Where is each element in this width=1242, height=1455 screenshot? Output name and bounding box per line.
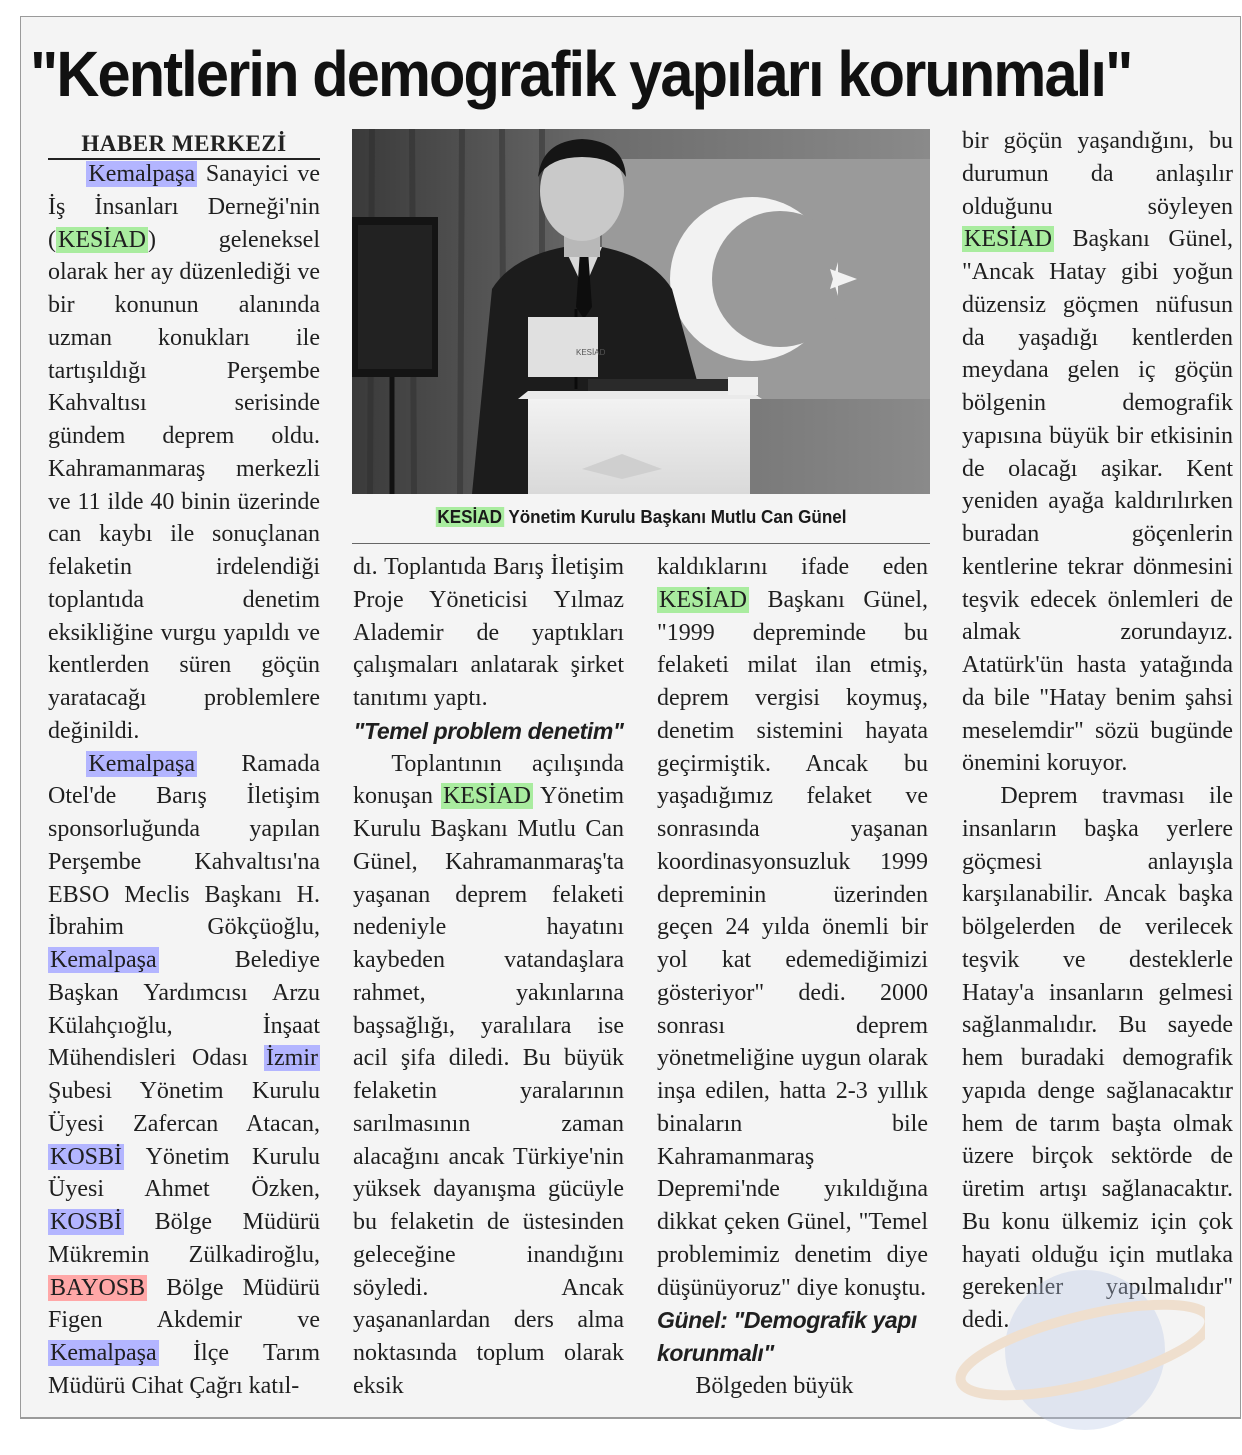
- body-paragraph: [48, 158, 320, 748]
- body-paragraph: [657, 551, 928, 1304]
- bottom-rule: [20, 1418, 1241, 1419]
- article-column-2: [353, 551, 624, 1403]
- highlighted-term: Kemalpaşa: [50, 947, 157, 973]
- photo-caption: [366, 502, 915, 532]
- body-paragraph: [353, 551, 624, 715]
- highlighted-term: İzmir: [266, 1045, 318, 1072]
- body-paragraph: [657, 1370, 928, 1403]
- article-column-1: [48, 158, 320, 1403]
- highlighted-term: KESİAD: [442, 783, 531, 810]
- podium-label: KESİAD: [576, 348, 606, 357]
- text-segment: Ramada Otel'de Barış İletişim sponsorluğunda yapılan Perşembe Kahvaltısı'na EBSO Meclis Başkanı H. İbrahim Gökçüoğlu,: [48, 750, 320, 941]
- caption-org: KESİAD: [437, 507, 502, 527]
- text-segment: Belediye Başkan Yardımcısı Arzu Külahçıoğlu, İnşaat Mühendisleri Odası: [48, 947, 320, 1072]
- caption-rule: [352, 543, 930, 544]
- highlighted-term: Kemalpaşa: [88, 750, 196, 777]
- text-segment: Yönetim Kurulu Üyesi Ahmet Özken,: [48, 1143, 320, 1203]
- text-segment: Deprem travması ile insanların başka yerlere göçmesi anlayışla karşılanabilir. Ancak başka bölgelerden de verilecek teşvik ve desteklerle Hatay'a insanların gelmesi sağlanmalıdır. Bu sayede hem buradaki demografik yapıda denge sağlanacaktır hem de tarım başta olmak üzere birçok sektörde de üretim artışı sağlanacaktır. Bu konu ülkemiz için çok hayati olduğu için mutlaka gerekenler yapılmalıdır" dedi.: [962, 783, 1233, 1333]
- highlighted-term: BAYOSB: [50, 1274, 146, 1301]
- text-segment: Toplantının açılışında konuşan: [353, 750, 624, 810]
- text-segment: Bölge Müdürü Mükremin Zülkadiroğlu,: [48, 1209, 320, 1268]
- headline: "Kentlerin demografik yapıları korunmalı": [30, 38, 1132, 110]
- text-segment: Bölgeden büyük: [695, 1372, 854, 1399]
- body-paragraph: [962, 125, 1233, 780]
- article-column-4: [962, 125, 1233, 1337]
- speaker-photo-image: [352, 129, 930, 494]
- highlighted-term: KESİAD: [964, 226, 1052, 253]
- text-segment: bir göçün yaşandığını, bu durumun da anlaşılır olduğunu söyleyen: [962, 128, 1233, 220]
- body-paragraph: [353, 748, 624, 1403]
- text-segment: Bölge Müdürü Figen Akdemir ve: [48, 1274, 320, 1334]
- highlighted-term: KESİAD: [58, 226, 146, 253]
- text-segment: ) geleneksel olarak her ay düzenlediği ve bir konunun alanında uzman konukları ile tartışıldığı Perşembe Kahvaltısı serisinde gündem deprem oldu. Kahramanmaraş merkezli ve 11 ilde 40 binin üzerinde can kaybı ile sonuçlanan felaketin irdelendiği toplantıda denetim eksikliğine vurgu yapıldı ve kentlerden süren göçün yaratacağı problemlere değinildi.: [48, 226, 320, 744]
- highlighted-term: KOSBİ: [50, 1143, 123, 1170]
- body-paragraph: [962, 780, 1233, 1337]
- text-segment: İlçe Tarım Müdürü Cihat Çağrı katıl-: [48, 1340, 320, 1399]
- highlighted-term: Kemalpaşa: [50, 1340, 157, 1366]
- text-segment: dı. Toplantıda Barış İletişim Proje Yöneticisi Yılmaz Alademir de yaptıkları çalışmaları anlatarak şirket tanıtımı yaptı.: [353, 554, 624, 711]
- subheading: "Temel problem denetim": [353, 717, 624, 744]
- text-segment: Sanayici ve İş İnsanları Derneği'nin (: [48, 161, 320, 253]
- body-paragraph: [48, 748, 320, 1403]
- highlighted-term: KESİAD: [659, 586, 747, 613]
- text-segment: kaldıklarını ifade eden: [657, 554, 928, 580]
- byline: HABER MERKEZİ: [48, 130, 320, 160]
- text-segment: Yönetim Kurulu Başkanı Mutlu Can Günel, Kahramanmaraş'ta yaşanan deprem felaketi nedeniyle hayatını kaybeden vatandaşlara rahmet, yakınlarına başsağlığı, yaralılara ise acil şifa diledi. Bu büyük felaketin yaralarının sarılmasının zaman alacağını ancak Türkiye'nin yüksek dayanışma gücüyle bu felaketin de üstesinden geleceğine inandığını söyledi. Ancak yaşananlardan ders alma noktasında toplum olarak eksik: [353, 783, 624, 1399]
- text-segment: Başkanı Günel, "1999 depreminde bu felaketi milat ilan etmiş, deprem vergisi koymuş, denetim sistemini hayata geçirmiştik. Ancak bu yaşadığımız felaket ve sonrasında yaşanan koordinasyonsuzluk 1999 depreminin üzerinden geçen 24 yılda önemli bir yol kat edemediğimizi gösteriyor" dedi. 2000 sonrası deprem yönetmeliğine uygun olarak inşa edilen, hatta 2-3 yıllık binaların bile Kahramanmaraş Depremi'nde yıkıldığına dikkat çeken Günel, "Temel problemimiz denetim diye düşünüyoruz" diye konuştu.: [657, 586, 928, 1301]
- text-segment: Başkanı Günel, "Ancak Hatay gibi yoğun düzensiz göçmen nüfusun da yaşadığı kentlerden meydana gelen iç göçün bölgenin demografik yapısına büyük bir etkisinin de olacağı aşikar. Kent yeniden ayağa kaldırılırken buradan göçenlerin kentlerine tekrar dönmesini teşvik edecek önlemleri de almak zorundayız. Atatürk'ün hasta yatağında da bile "Hatay benim şahsi meselemdir" sözü bugünde önemini koruyor.: [962, 226, 1233, 777]
- highlighted-term: Kemalpaşa: [88, 161, 196, 187]
- highlighted-term: KOSBİ: [50, 1209, 123, 1235]
- article-photo: [352, 129, 930, 494]
- subheading: Günel: "Demografik yapı korunmalı": [657, 1307, 917, 1366]
- text-segment: Şubesi Yönetim Kurulu Üyesi Zafercan Atacan,: [48, 1078, 320, 1137]
- caption-text: Yönetim Kurulu Başkanı Mutlu Can Günel: [503, 507, 847, 527]
- article-column-3: [657, 551, 928, 1403]
